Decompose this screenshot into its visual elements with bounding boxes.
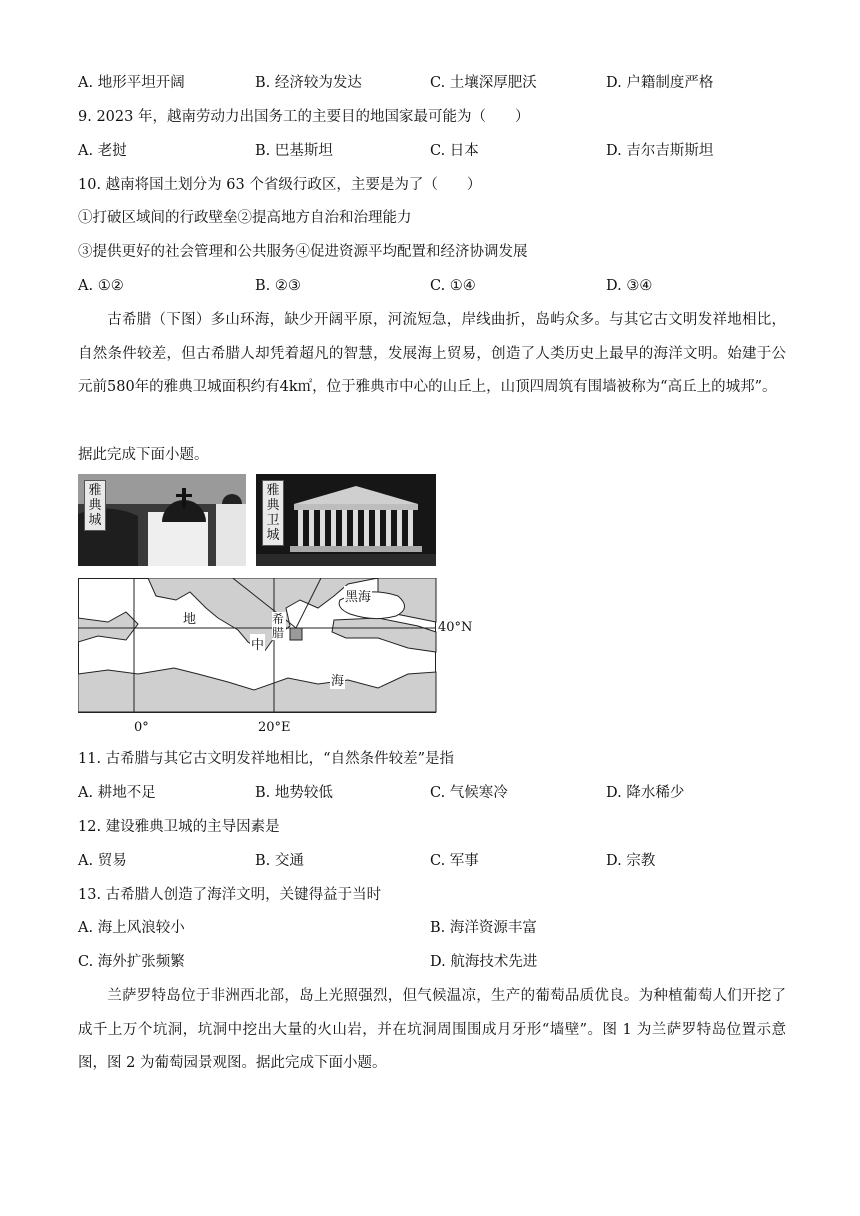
- q11-option-d: D. 降水稀少: [606, 785, 685, 801]
- q9-option-d: D. 吉尔吉斯斯坦: [606, 143, 714, 159]
- acropolis-label: 雅典卫城: [262, 480, 284, 546]
- q8-option-b: B. 经济较为发达: [255, 75, 362, 91]
- black-sea-label: 黑海: [344, 586, 372, 605]
- passage-lanzarote-text: 兰萨罗特岛位于非洲西北部，岛上光照强烈，但气候温凉，生产的葡萄品质优良。为种植葡萄人们开挖了成千上万个坑洞，坑洞中挖出大量的火山岩，并在坑洞周围围成月牙形“墙壁”。图 1 为兰萨罗特岛位置示意图，图 2 为葡萄园景观图。据此完成下面小题。: [78, 988, 786, 1071]
- q9-option-a: A. 老挝: [78, 143, 127, 159]
- q11-stem: 11. 古希腊与其它古文明发祥地相比，“自然条件较差”是指: [78, 751, 454, 767]
- q10-stem: 10. 越南将国土划分为 63 个省级行政区，主要是为了（ ）: [78, 177, 482, 193]
- q13-option-d: D. 航海技术先进: [430, 954, 538, 970]
- q10-statement-line-1: ①打破区域间的行政壁垒②提高地方自治和治理能力: [78, 210, 412, 226]
- longitude-0-label: 0°: [134, 720, 149, 735]
- q8-option-d: D. 户籍制度严格: [606, 75, 714, 91]
- q11-option-a: A. 耕地不足: [78, 785, 156, 801]
- passage-ancient-greece: [78, 304, 786, 405]
- q10-statement-line-2: ③提供更好的社会管理和公共服务④促进资源平均配置和经济协调发展: [78, 244, 528, 260]
- q12-option-d: D. 宗教: [606, 853, 656, 869]
- map-char-di: 地: [182, 608, 197, 627]
- greece-figure: [78, 474, 473, 735]
- q13-stem: 13. 古希腊人创造了海洋文明，关键得益于当时: [78, 887, 382, 903]
- q10-option-a: A. ①②: [78, 278, 124, 294]
- longitude-20e-label: 20°E: [258, 720, 291, 735]
- q12-stem: 12. 建设雅典卫城的主导因素是: [78, 819, 280, 835]
- q13-option-a: A. 海上风浪较小: [78, 920, 185, 936]
- instruction-1: 据此完成下面小题。: [78, 447, 209, 463]
- q9-option-c: C. 日本: [430, 143, 479, 159]
- q10-option-d: D. ③④: [606, 278, 653, 294]
- athens-city-label: 雅典城: [84, 480, 106, 531]
- athens-city-photo: [78, 474, 246, 566]
- q13-option-c: C. 海外扩张频繁: [78, 954, 185, 970]
- q13-option-b: B. 海洋资源丰富: [430, 920, 537, 936]
- q10-option-c: C. ①④: [430, 278, 476, 294]
- q8-option-c: C. 土壤深厚肥沃: [430, 75, 537, 91]
- greece-label: 希腊: [272, 612, 285, 640]
- map-char-zhong: 中: [250, 634, 265, 653]
- map-char-hai: 海: [330, 670, 345, 689]
- q12-option-a: A. 贸易: [78, 853, 127, 869]
- q12-option-b: B. 交通: [255, 853, 304, 869]
- q8-option-a: A. 地形平坦开阔: [78, 75, 185, 91]
- passage-ancient-greece-text: 古希腊（下图）多山环海，缺少开阔平原，河流短急，岸线曲折，岛屿众多。与其它古文明发祥地相比，自然条件较差，但古希腊人却凭着超凡的智慧，发展海上贸易，创造了人类历史上最早的海洋文明。始建于公元前580年的雅典卫城面积约有4k㎡，位于雅典市中心的山丘上，山顶四周筑有围墙被称为“高丘上的城邦”。: [78, 312, 786, 395]
- latitude-40n-label: 40°N: [438, 620, 473, 635]
- passage-lanzarote: [78, 980, 786, 1081]
- q9-option-b: B. 巴基斯坦: [255, 143, 333, 159]
- q11-option-b: B. 地势较低: [255, 785, 333, 801]
- acropolis-photo: [256, 474, 436, 566]
- q11-option-c: C. 气候寒冷: [430, 785, 508, 801]
- q12-option-c: C. 军事: [430, 853, 479, 869]
- q10-option-b: B. ②③: [255, 278, 301, 294]
- q9-stem: 9. 2023 年，越南劳动力出国务工的主要目的地国家最可能为（ ）: [78, 109, 530, 125]
